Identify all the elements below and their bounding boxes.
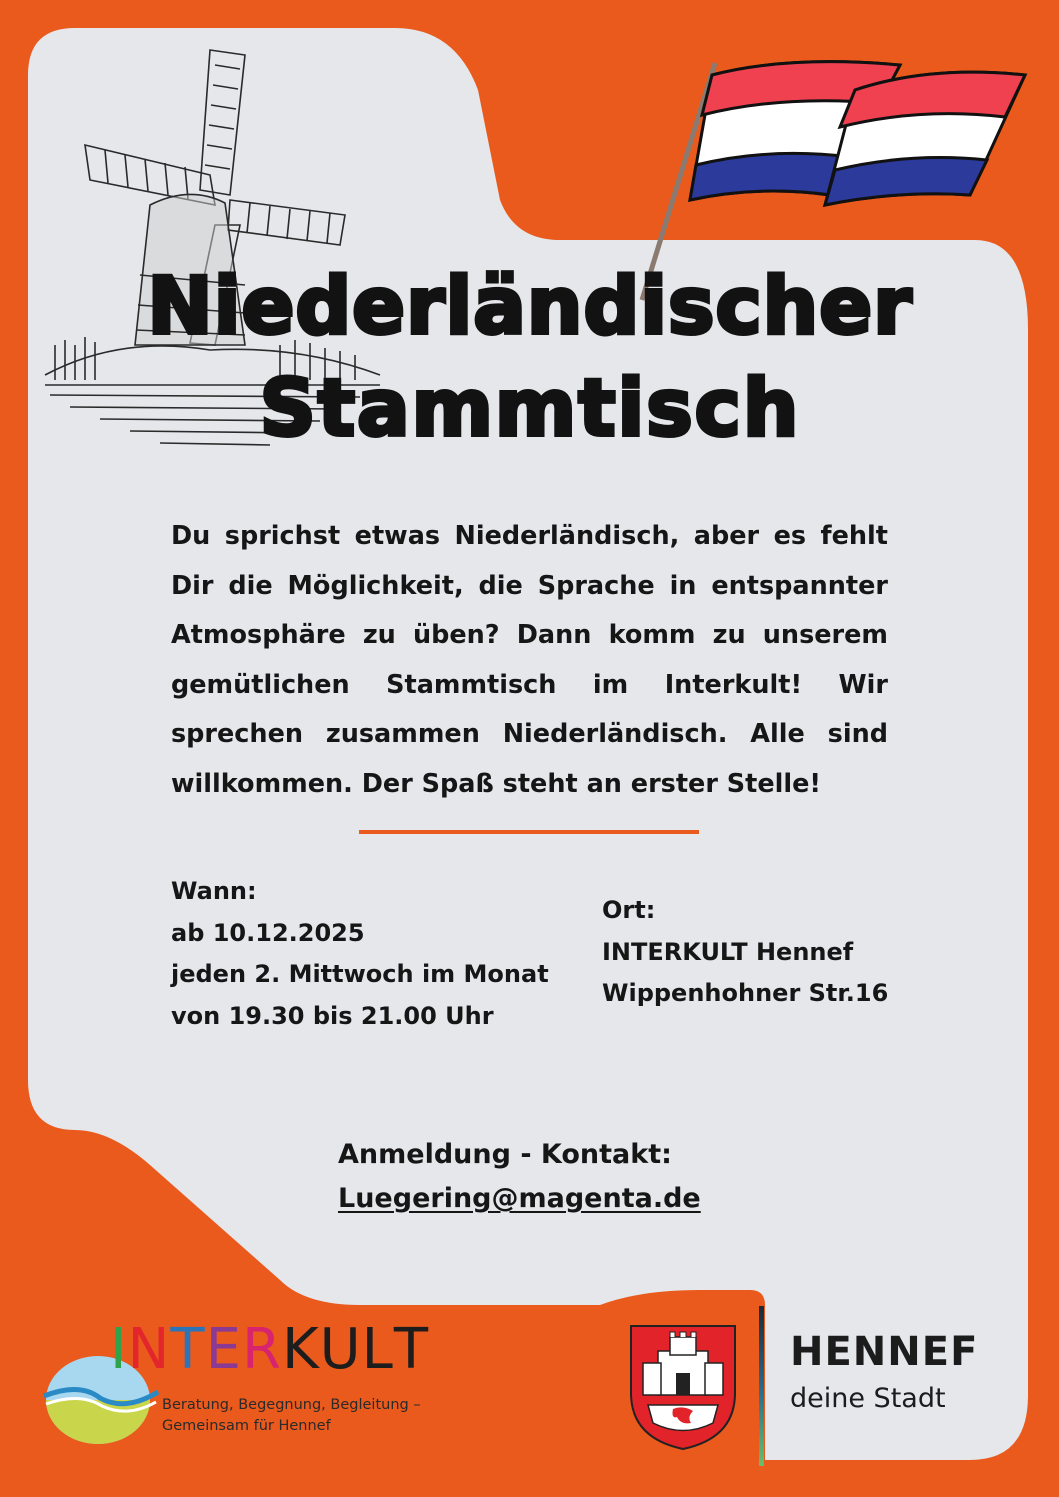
interkult-tagline-1: Beratung, Begegnung, Begleitung – [162, 1397, 421, 1413]
interkult-letter: T [170, 1317, 206, 1382]
contact-label: Anmeldung - Kontakt: [338, 1139, 672, 1170]
when-recurrence: jeden 2. Mittwoch im Monat [171, 960, 549, 988]
contact-block [338, 1133, 838, 1221]
title-line-1: Niederländischer [147, 262, 913, 352]
intro-paragraph: Du sprichst etwas Niederländisch, aber es fehlt Dir die Möglichkeit, die Sprache in entspannter Atmosphäre zu üben? Dann komm zu unserem gemütlichen Stammtisch im Interkult! Wir sprechen zusammen Niederländisch. Alle sind willkommen. Der Spaß steht an erster Stelle! [171, 521, 888, 799]
interkult-letter: T [393, 1317, 430, 1382]
page-title [120, 262, 940, 454]
contact-email-link[interactable]: Luegering@magenta.de [338, 1183, 701, 1214]
hennef-subtitle: deine Stadt [790, 1383, 946, 1414]
interkult-letter: U [319, 1317, 362, 1382]
interkult-letter: R [242, 1317, 282, 1382]
title-line-2: Stammtisch [259, 364, 801, 454]
hennef-divider-bar [759, 1306, 764, 1466]
hennef-crest-icon [628, 1323, 738, 1451]
where-street: Wippenhohner Str.16 [602, 979, 889, 1007]
hennef-name: HENNEF [790, 1329, 979, 1375]
interkult-tagline [162, 1395, 421, 1437]
interkult-tagline-2: Gemeinsam für Hennef [162, 1418, 331, 1434]
interkult-letter: I [110, 1317, 128, 1382]
interkult-wordmark [110, 1317, 430, 1382]
when-block [171, 871, 571, 1037]
where-label: Ort: [602, 896, 656, 924]
where-block [602, 890, 932, 1015]
when-date: ab 10.12.2025 [171, 918, 365, 947]
when-label: Wann: [171, 877, 257, 905]
interkult-letter: K [281, 1317, 320, 1382]
divider [359, 830, 699, 834]
when-time: von 19.30 bis 21.00 Uhr [171, 1001, 494, 1030]
where-venue: INTERKULT Hennef [602, 937, 854, 966]
interkult-letter: E [205, 1317, 243, 1382]
interkult-letter: L [361, 1317, 394, 1382]
interkult-letter: N [127, 1317, 171, 1382]
